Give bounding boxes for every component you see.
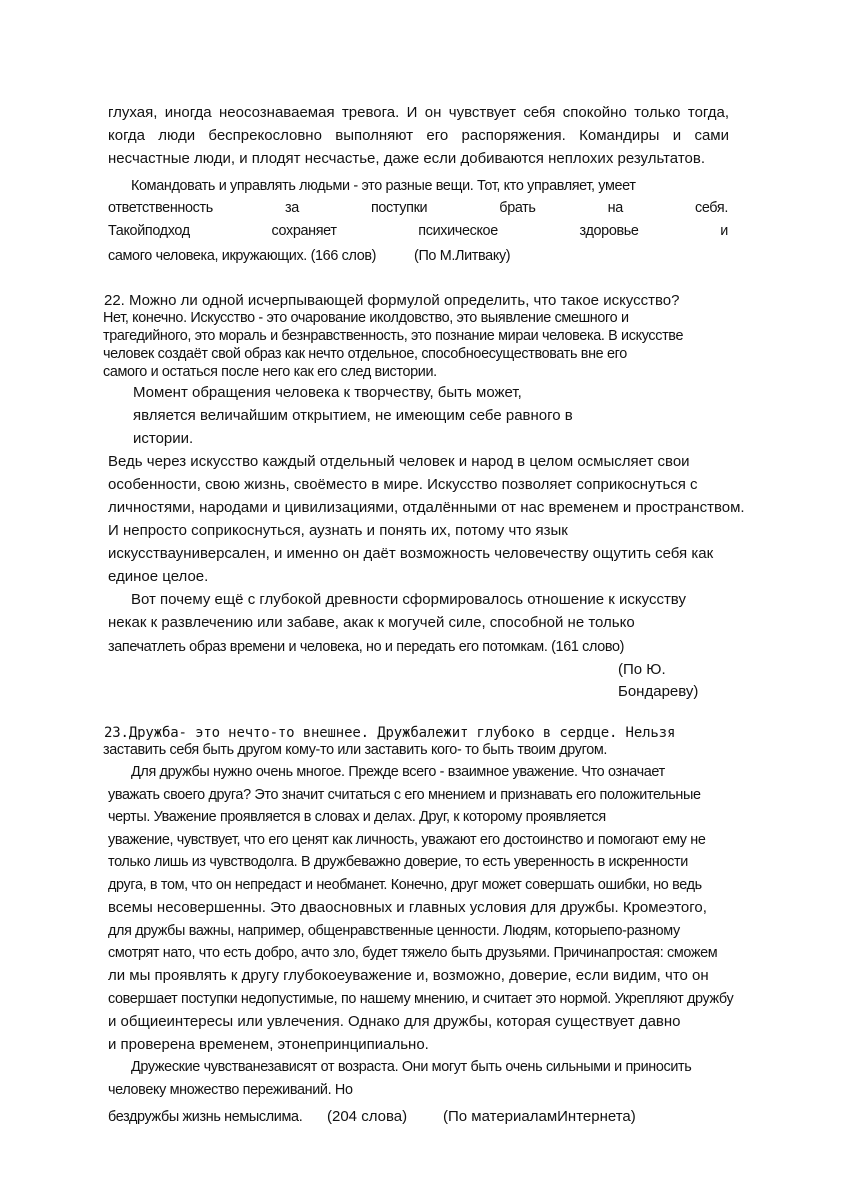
attribution: Бондареву) (618, 683, 699, 700)
paragraph-line: Нет, конечно. Искусство - это очарование иколдовство, это выявление смешного и (103, 310, 629, 326)
paragraph-line: является величайшим открытием, не имеющим себе равного в (133, 407, 573, 424)
paragraph-line: уважать своего друга? Это значит считаться с его мнением и признавать его положительные (108, 787, 701, 803)
attribution: (По материаламИнтернета) (443, 1108, 636, 1125)
paragraph-line: Момент обращения человека к творчеству, быть может, (133, 384, 522, 401)
paragraph-line: некак к развлечению или забаве, акак к могучей силе, способной не только (108, 614, 635, 631)
word: психическое (418, 223, 498, 239)
paragraph-line: человеку множество переживаний. Но (108, 1082, 353, 1098)
paragraph-line: друга, в том, что он непредаст и необманет. Конечно, друг может совершать ошибки, но ведь (108, 877, 702, 893)
paragraph-line: Вот почему ещё с глубокой древности сформировалось отношение к искусству (131, 591, 686, 608)
word: на (607, 200, 623, 216)
word: за (284, 200, 299, 216)
paragraph-line: и общиеинтересы или увлечения. Однако для дружбы, которая существует давно (108, 1013, 681, 1030)
paragraph-line: Командовать и управлять людьми - это разные вещи. Тот, кто управляет, умеет (131, 178, 636, 194)
word: себя. (694, 200, 728, 216)
paragraph-line: самого человека, икружающих. (166 слов) (108, 248, 377, 264)
paragraph-line: несчастные люди, и плодят несчастье, даже если добиваются неплохих результатов. (108, 150, 706, 167)
justified-line (108, 222, 728, 240)
paragraph-line: Для дружбы нужно очень многое. Прежде всего - взаимное уважение. Что означает (131, 764, 665, 780)
paragraph-line: запечатлеть образ времени и человека, но и передать его потомкам. (161 слово) (108, 639, 625, 655)
paragraph-line: заставить себя быть другом кому-то или заставить кого- то быть твоим другом. (103, 742, 608, 758)
word: Такойподход (108, 223, 190, 239)
paragraph-line: единое целое. (108, 568, 209, 585)
paragraph-line: искусствауниверсален, и именно он даёт возможность человечеству ощутить себя как (108, 545, 714, 562)
paragraph-line: особенности, свою жизнь, своёместо в мире. Искусство позволяет соприкоснуться с (108, 476, 698, 493)
attribution: (По М.Литваку) (414, 248, 511, 264)
word: поступки (370, 200, 428, 216)
word: брать (499, 200, 536, 216)
paragraph-line: смотрят нато, что есть добро, ачто зло, будет тяжело быть друзьями. Причинапростая: сможем (108, 945, 718, 961)
paragraph-line: трагедийного, это мораль и безнравственность, это познание мираи человека. В искусстве (103, 328, 684, 344)
paragraph-line: самого и остаться после него как его след вистории. (103, 364, 437, 380)
paragraph-line: всемы несовершенны. Это двaосновных и главных условия для дружбы. Кромеэтого, (108, 899, 707, 916)
paragraph-line: черты. Уважение проявляется в словах и делах. Друг, к которому проявляется (108, 809, 606, 825)
essay-heading: 23.Дружба- это нечто-то внешнее. Дружбалежит глубоко в сердце. Нельзя (104, 725, 676, 741)
paragraph-line: человек создаёт свой образ как нечто отдельное, способноесуществовать вне его (103, 346, 627, 362)
paragraph-line: совершает поступки недопустимые, по нашему мнению, и считает это нормой. Укрепляют дружбу (108, 991, 734, 1007)
word-count: (204 слова) (327, 1108, 408, 1125)
paragraph-line: Дружеские чувстванезависят от возраста. Они могут быть очень сильными и приносить (131, 1059, 692, 1075)
paragraph-line: ли мы проявлять к другу глубокоеуважение и, возможно, доверие, если видим, что он (108, 967, 709, 984)
word: здоровье (579, 223, 639, 239)
paragraph-line: личностями, народами и цивилизациями, отдалёнными от нас временем и пространством. (108, 499, 745, 516)
justified-line (108, 199, 728, 217)
paragraph-line: когда люди беспрекословно выполняют его распоряжения. Командиры и сами (108, 127, 729, 144)
paragraph-line: И непросто соприкоснуться, аузнать и понять их, потому что язык (108, 522, 568, 539)
paragraph-line: уважение, чувствует, что его ценят как личность, уважают его достоинство и помогают ему не (108, 832, 706, 848)
paragraph-line: для дружбы важны, например, общенравственные ценности. Людям, которыепо-разному (108, 923, 680, 939)
paragraph-line: бездружбы жизнь немыслима. (108, 1109, 303, 1125)
paragraph-line: Ведь через искусство каждый отдельный человек и народ в целом осмысляет свои (108, 453, 690, 470)
word: сохраняет (271, 223, 337, 239)
paragraph-line: и проверена временем, этонепринципиально. (108, 1036, 429, 1053)
paragraph-line: только лишь из чувстводолга. В дружбеважно доверие, то есть уверенность в искренности (108, 854, 688, 870)
word: ответственность (108, 200, 213, 216)
paragraph-line: глухая, иногда неосознаваемая тревога. И он чувствует себя спокойно только тогда, (108, 104, 729, 121)
word: и (720, 223, 728, 239)
essay-question: 22. Можно ли одной исчерпывающей формулой определить, что такое искусство? (104, 292, 680, 309)
paragraph-line: истории. (133, 430, 194, 447)
attribution: (По Ю. (618, 661, 666, 678)
